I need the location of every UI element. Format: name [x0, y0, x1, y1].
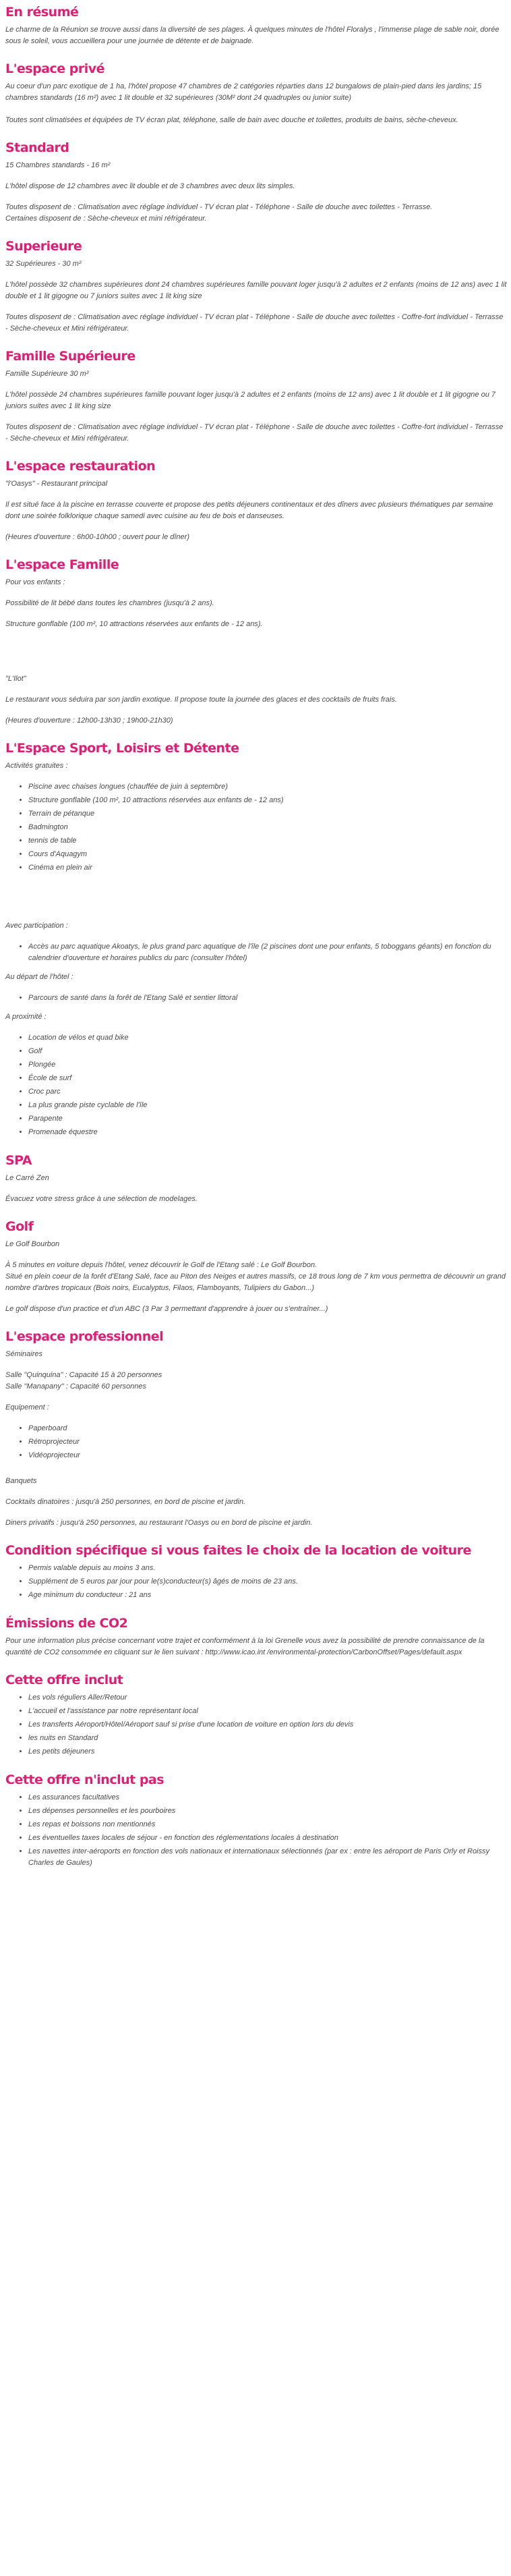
- list-item: • Cours d'Aquagym: [28, 849, 507, 860]
- section-emissions-co2: [5, 1615, 507, 1658]
- paragraph: L'hôtel possède 24 chambres supérieures famille pouvant loger jusqu'à 2 adultes et 2 enfants (moins de 12 ans) avec 1 lit double et 1 lit gigogne ou 7 juniors suites avec 1 lit king size: [5, 391, 495, 410]
- section-resume: [5, 4, 507, 47]
- section-espace-famille: [5, 557, 507, 727]
- list-item: • Structure gonflable (100 m², 10 attractions réservées aux enfants de - 12 ans): [28, 795, 507, 806]
- section-title: En résumé: [5, 5, 79, 20]
- section-title: L'espace Famille: [5, 557, 119, 572]
- list-item: • les nuits en Standard: [28, 1733, 507, 1744]
- list-participation: [5, 941, 507, 964]
- list-label: Au départ de l'hôtel :: [5, 973, 73, 981]
- list-item: • Accès au parc aquatique Akoatys, le plus grand parc aquatique de l'île (2 piscines dont une pour enfants, 5 toboggans géants) en fonction du calendrier d'ouverture et horaires publics du parc (consulter l'hôtel): [28, 941, 507, 964]
- list-proximite: [5, 1032, 507, 1138]
- paragraph: Pour une information plus précise concernant votre trajet et conformément à la loi Grenelle vous avez la possibilité de prendre connaissance de la quantité de CO2 consommée en cliquant sur le lien suivant : http://www.icao.int /environmental-protection/CarbonOffset/Pages/default.aspx: [5, 1637, 485, 1656]
- list-item: • Location de vélos et quad bike: [28, 1032, 507, 1044]
- section-title: Standard: [5, 140, 69, 155]
- list-item: • Parcours de santé dans la forêt de l'Etang Salé et sentier littoral: [28, 992, 507, 1004]
- paragraph: "L'Ilot": [5, 675, 26, 683]
- paragraph: À 5 minutes en voiture depuis l'hôtel, venez découvrir le Golf de l'Etang salé : Le Golf Bourbon.: [5, 1261, 318, 1269]
- list-item: • Promenade équestre: [28, 1127, 507, 1138]
- paragraph: 32 Supérieures - 30 m²: [5, 260, 82, 268]
- section-famille-superieure: [5, 348, 507, 445]
- paragraph: (Heures d'ouverture : 12h00-13h30 ; 19h00-21h30): [5, 717, 173, 725]
- list-item: • Golf: [28, 1046, 507, 1057]
- paragraph: L'hôtel possède 32 chambres supérieures dont 24 chambres supérieures famille pouvant loger jusqu'à 2 adultes et 2 enfants (moins de 12 ans) avec 1 lit double et 1 lit gigogne ou 7 juniors suites avec 1 lit king size: [5, 281, 507, 300]
- list-label: Activités gratuites :: [5, 762, 68, 770]
- paragraph: Le golf dispose d'un practice et d'un ABC (3 Par 3 permettant d'apprendre à jouer ou s'entraîner...): [5, 1305, 328, 1313]
- section-title: Golf: [5, 1219, 34, 1234]
- paragraph: Séminaires: [5, 1350, 43, 1358]
- paragraph: Le Golf Bourbon: [5, 1240, 60, 1248]
- section-golf: [5, 1219, 507, 1315]
- paragraph: Toutes disposent de : Climatisation avec réglage individuel - TV écran plat - Téléphone - Salle de douche avec toilettes - Coffre-fort individuel - Terrasse - Sèche-cheveux et Mini réfrigérateur.: [5, 423, 504, 443]
- section-title: Famille Supérieure: [5, 349, 136, 364]
- list-non-inclus: [5, 1792, 507, 1869]
- list-conditions: [5, 1563, 507, 1601]
- section-restauration: [5, 458, 507, 543]
- list-item: • Plongée: [28, 1059, 507, 1071]
- list-label: Avec participation :: [5, 922, 68, 930]
- paragraph: Structure gonflable (100 m², 10 attractions réservées aux enfants de - 12 ans).: [5, 620, 263, 628]
- list-item: • L'accueil et l'assistance par notre représentant local: [28, 1706, 507, 1717]
- paragraph: "l'Oasys" - Restaurant principal: [5, 480, 108, 488]
- list-label: Equipement :: [5, 1403, 49, 1411]
- paragraph: Toutes disposent de : Climatisation avec réglage individuel - TV écran plat - Téléphone - Salle de douche avec toilettes - Coffre-fort individuel - Terrasse - Sèche-cheveux et Mini réfrigérateur.: [5, 313, 504, 333]
- paragraph: L'hôtel dispose de 12 chambres avec lit double et de 3 chambres avec deux lits simples.: [5, 182, 295, 190]
- paragraph: Évacuez votre stress grâce à une sélection de modelages.: [5, 1195, 198, 1203]
- list-item: • Paperboard: [28, 1423, 507, 1434]
- section-standard: [5, 140, 507, 225]
- list-item: • Les vols réguliers Aller/Retour: [28, 1692, 507, 1704]
- section-espace-professionnel: [5, 1328, 507, 1529]
- paragraph: Diners privatifs : jusqu'à 250 personnes, au restaurant l'Oasys ou en bord de piscine et jardin.: [5, 1519, 313, 1527]
- list-item: • La plus grande piste cyclable de l'île: [28, 1100, 507, 1111]
- list-item: • Rétroprojecteur: [28, 1436, 507, 1448]
- list-item: • Les dépenses personnelles et les pourboires: [28, 1805, 507, 1817]
- paragraph: Au coeur d'un parc exotique de 1 ha, l'hôtel propose 47 chambres de 2 catégories réparties dans 12 bungalows de plain-pied dans les jardins; 15 chambres standards (16 m²) avec 1 lit double et 32 supérieures (30M² dont 24 quadruples ou junior suite): [5, 82, 482, 102]
- paragraph: Famille Supérieure 30 m²: [5, 370, 89, 378]
- section-spa: [5, 1152, 507, 1205]
- list-item: • Les transferts Aéroport/Hôtel/Aéroport sauf si prise d'une location de voiture en option lors du devis: [28, 1719, 507, 1731]
- paragraph: Pour vos enfants :: [5, 578, 65, 586]
- section-sport-loisirs: [5, 740, 507, 1152]
- list-item: • tennis de table: [28, 835, 507, 847]
- list-item: • Piscine avec chaises longues (chauffée de juin à septembre): [28, 781, 507, 793]
- paragraph: Toutes disposent de : Climatisation avec réglage individuel - TV écran plat - Téléphone - Salle de douche avec toilettes - Terrasse.: [5, 203, 433, 211]
- paragraph: Salle "Manapany" : Capacité 60 personnes: [5, 1382, 146, 1391]
- section-title: L'espace privé: [5, 61, 105, 76]
- section-title: L'espace professionnel: [5, 1329, 164, 1344]
- list-item: • Les éventuelles taxes locales de séjour - en fonction des réglementations locales à destination: [28, 1832, 507, 1844]
- paragraph: (Heures d'ouverture : 6h00-10h00 ; ouvert pour le dîner): [5, 533, 189, 541]
- paragraph: Situé en plein coeur de la forêt d'Etang Salé, face au Piton des Neiges et autres massifs, ce 18 trous long de 7 km vous permettra de découvrir un grand nombre d'arbres tropicaux (Bois noirs, Eucalyptus, Filaos, Flamboyants, Tulipiers du Gabon...): [5, 1272, 506, 1292]
- list-label: A proximité :: [5, 1013, 47, 1021]
- paragraph: Banquets: [5, 1477, 37, 1485]
- paragraph: Le restaurant vous séduira par son jardin exotique. Il propose toute la journée des glaces et des cocktails de fruits frais.: [5, 696, 397, 704]
- section-title: Condition spécifique si vous faites le choix de la location de voiture: [5, 1543, 471, 1558]
- paragraph: Toutes sont climatisées et équipées de TV écran plat, téléphone, salle de bain avec douche et toilettes, produits de bains, sèche-cheveux.: [5, 116, 458, 124]
- section-title: SPA: [5, 1153, 32, 1168]
- list-item: • Cinéma en plein air: [28, 862, 507, 874]
- list-item: • Terrain de pétanque: [28, 808, 507, 820]
- list-depart-hotel: [5, 992, 507, 1004]
- section-offre-inclut: [5, 1672, 507, 1772]
- list-activites-gratuites: [5, 781, 507, 874]
- section-title: Émissions de CO2: [5, 1616, 128, 1631]
- section-superieure: [5, 238, 507, 335]
- section-offre-ninclut: [5, 1772, 507, 1869]
- list-item: • Les petits déjeuners: [28, 1746, 507, 1758]
- list-item: • Les repas et boissons non mentionnés: [28, 1819, 507, 1830]
- list-item: • Les navettes inter-aéroports en fonction des vols nationaux et internationaux sélectionnés (par ex : entre les aéroport de Paris Orly et Roissy Charles de Gaules): [28, 1846, 507, 1869]
- paragraph: 15 Chambres standards - 16 m²: [5, 161, 111, 169]
- list-item: • Badmington: [28, 822, 507, 833]
- list-item: • Les assurances facultatives: [28, 1792, 507, 1803]
- list-equipement: [5, 1423, 507, 1461]
- paragraph: Possibilité de lit bébé dans toutes les chambres (jusqu'à 2 ans).: [5, 599, 214, 607]
- section-title: Cette offre n'inclut pas: [5, 1772, 164, 1787]
- list-inclus: [5, 1692, 507, 1758]
- section-title: Superieure: [5, 239, 82, 254]
- list-item: • Vidéoprojecteur: [28, 1450, 507, 1461]
- paragraph: Salle "Quinquina" : Capacité 15 à 20 personnes: [5, 1371, 162, 1379]
- list-item: • Age minimum du conducteur : 21 ans: [28, 1590, 507, 1601]
- list-item: • Supplément de 5 euros par jour pour le(s)conducteur(s) âgés de moins de 23 ans.: [28, 1576, 507, 1588]
- paragraph: Le charme de la Réunion se trouve aussi dans la diversité de ses plages. À quelques minutes de l'hôtel Floralys , l'immense plage de sable noir, dorée sous le soleil, vous accueillera pour une journée de détente et de baignade.: [5, 26, 500, 45]
- list-item: • École de surf: [28, 1073, 507, 1084]
- paragraph: Certaines disposent de : Sèche-cheveux et mini réfrigérateur.: [5, 215, 207, 223]
- paragraph: Le Carré Zen: [5, 1174, 49, 1182]
- section-espace-prive: [5, 61, 507, 126]
- section-title: Cette offre inclut: [5, 1673, 123, 1687]
- paragraph: Il est situé face à la piscine en terrasse couverte et propose des petits déjeuners continentaux et des dîners avec plusieurs thématiques par semaine dont une soirée folklorique chaque samedi avec cuisine au feu de bois et danseuses.: [5, 501, 493, 520]
- section-condition-location: [5, 1542, 507, 1615]
- list-item: • Parapente: [28, 1113, 507, 1125]
- list-item: • Croc parc: [28, 1086, 507, 1098]
- section-title: L'espace restauration: [5, 459, 156, 474]
- section-title: L'Espace Sport, Loisirs et Détente: [5, 741, 239, 756]
- paragraph: Cocktails dinatoires : jusqu'à 250 personnes, en bord de piscine et jardin.: [5, 1498, 246, 1506]
- list-item: • Permis valable depuis au moins 3 ans.: [28, 1563, 507, 1574]
